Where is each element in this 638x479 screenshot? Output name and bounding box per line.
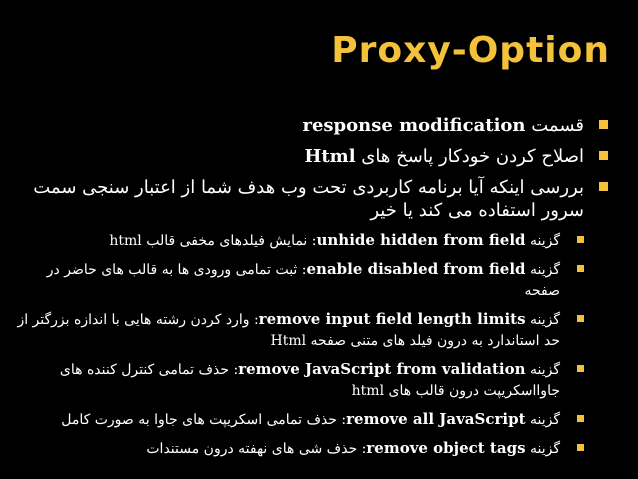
sub-bullet-term: remove object tags	[366, 439, 526, 457]
bullet-item	[16, 145, 618, 168]
square-bullet-icon	[577, 444, 584, 451]
sub-bullet-description: : ثبت تمامی ورودی ها به قالب های حاضر در صفحه	[46, 262, 560, 299]
square-bullet-icon	[577, 415, 584, 422]
bullet-term: response modification	[302, 115, 526, 136]
bullet-item	[16, 114, 618, 137]
bullet-item	[16, 176, 618, 222]
sub-bullet-item	[16, 259, 618, 302]
square-bullet-icon	[577, 365, 584, 372]
sub-bullet-description: : حذف تمامی اسکریپت های جاوا به صورت کامل	[61, 412, 347, 428]
sub-bullet-term: remove input field length limits	[258, 310, 526, 328]
sub-bullet-description: : وارد کردن رشته هایی با اندازه بزرگتر از حد استاندارد به درون فیلد های متنی صفحه Html	[17, 312, 560, 349]
sub-bullet-prefix: گزینه	[529, 312, 560, 328]
bullet-term: Html	[304, 146, 356, 167]
sub-bullet-prefix: گزینه	[529, 233, 560, 249]
sub-bullet-term: remove all JavaScript	[346, 410, 526, 428]
sub-bullet-item	[16, 359, 618, 402]
bullet-prefix: قسمت	[531, 115, 584, 136]
square-bullet-icon	[599, 182, 608, 191]
sub-bullet-item	[16, 409, 618, 431]
sub-bullet-prefix: گزینه	[529, 362, 560, 378]
sub-bullet-description: : نمایش فیلدهای مخفی قالب html	[109, 233, 317, 249]
sub-bullet-description: : حذف تمامی کنترل کننده های جاوااسکریپت درون قالب های html	[59, 362, 560, 399]
square-bullet-icon	[577, 236, 584, 243]
bullet-prefix: اصلاح کردن خودکار پاسخ های	[361, 146, 584, 167]
square-bullet-icon	[577, 315, 584, 322]
sub-bullet-term: enable disabled from field	[306, 260, 526, 278]
slide-title: Proxy-Option	[331, 30, 610, 71]
square-bullet-icon	[599, 151, 608, 160]
sub-bullet-prefix: گزینه	[529, 412, 560, 428]
square-bullet-icon	[577, 265, 584, 272]
sub-bullet-prefix: گزینه	[529, 262, 560, 278]
sub-bullet-term: remove JavaScript from validation	[238, 360, 526, 378]
slide-content	[16, 114, 618, 469]
sub-bullet-item	[16, 230, 618, 252]
sub-bullet-description: : حذف شی های نهفته درون مستندات	[146, 441, 367, 457]
sub-bullet-item	[16, 438, 618, 460]
square-bullet-icon	[599, 120, 608, 129]
bullet-prefix: بررسی اینکه آیا برنامه کاربردی تحت وب هدف شما از اعتبار سنجی سمت سرور استفاده می کند یا خیر	[33, 177, 584, 221]
sub-bullet-prefix: گزینه	[529, 441, 560, 457]
sub-bullet-item	[16, 309, 618, 352]
sub-bullet-term: unhide hidden from field	[316, 231, 526, 249]
